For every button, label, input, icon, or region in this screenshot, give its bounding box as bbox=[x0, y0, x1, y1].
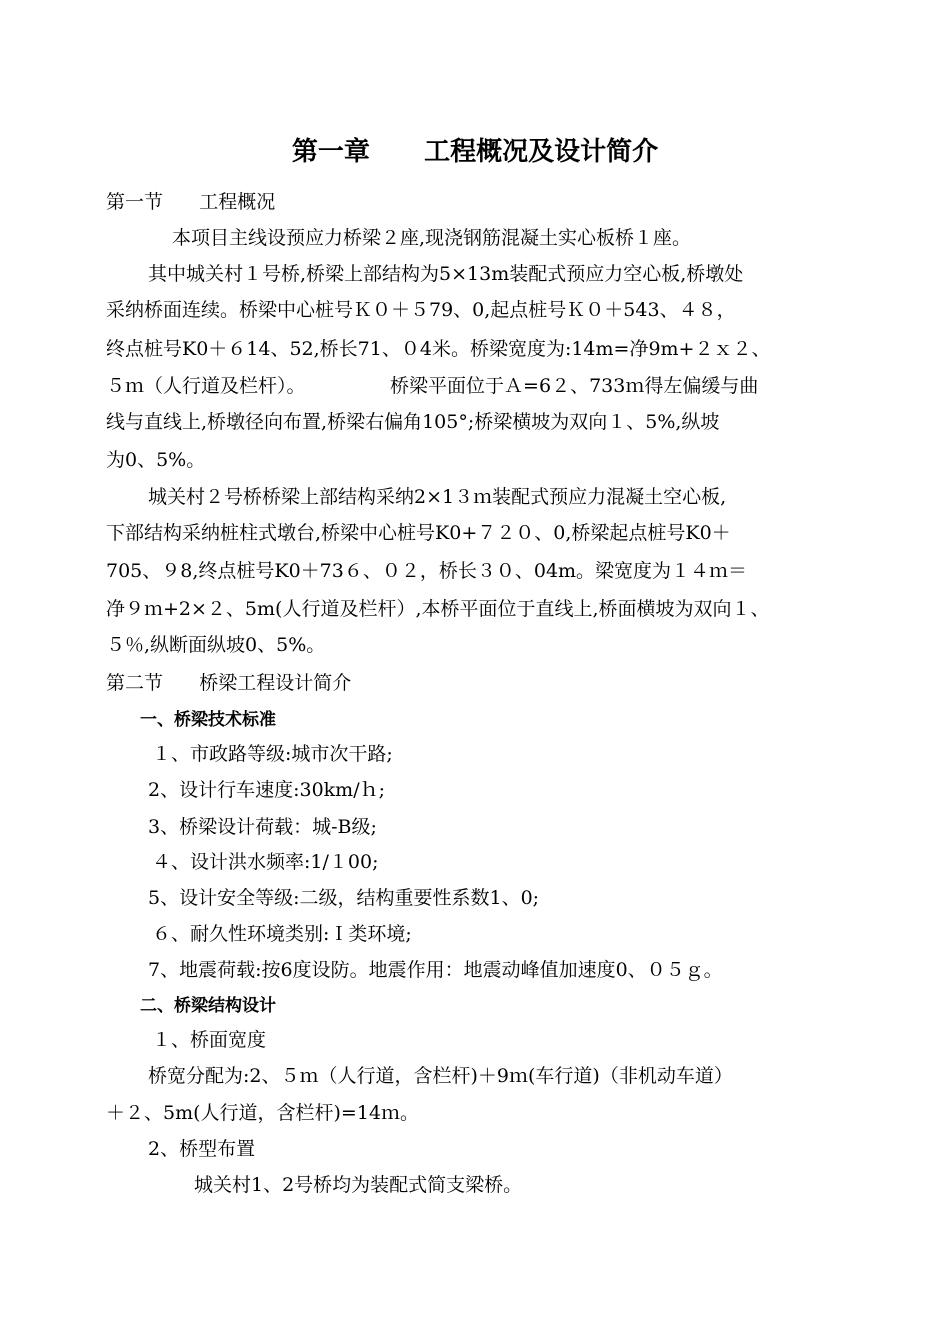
paragraph-line: ５％,纵断面纵坡0、5%。 bbox=[106, 634, 326, 656]
paragraph-line: 采纳桥面连续。桥梁中心桩号Ｋ０＋５79、0,起点桩号Ｋ０＋543、４８， bbox=[106, 299, 736, 321]
section-heading-design: 第二节 桥梁工程设计简介 bbox=[106, 672, 352, 694]
paragraph-line: 终点桩号K0＋６14、52,桥长71、０4米。桥梁宽度为:14m=净9m+２ｘ２、 bbox=[106, 338, 771, 360]
section-heading-overview: 第一节 工程概况 bbox=[106, 191, 276, 213]
list-item: 2、设计行车速度:30km/ｈ; bbox=[148, 779, 385, 801]
list-item: １、市政路等级:城市次干路; bbox=[152, 743, 393, 765]
paragraph-line: 桥宽分配为:2、５ｍ（人行道，含栏杆)＋9ｍ(车行道)（非机动车道） bbox=[148, 1065, 733, 1087]
paragraph-line: ５ｍ（人行道及栏杆）。 桥梁平面位于Ａ=6２、733ｍ得左偏缓与曲 bbox=[106, 375, 759, 397]
subsection-heading-structure: 二、桥梁结构设计 bbox=[140, 996, 276, 1016]
paragraph-line: 净９ｍ+2×２、5m(人行道及栏杆）,本桥平面位于直线上,桥面横坡为双向１、 bbox=[106, 598, 770, 620]
list-item: ６、耐久性环境类别:Ｉ类环境; bbox=[152, 923, 412, 945]
paragraph-line: ＋２、5m(人行道，含栏杆)=14ｍ。 bbox=[106, 1102, 420, 1124]
chapter-title: 第一章 工程概况及设计简介 bbox=[291, 137, 659, 167]
paragraph-line: 线与直线上,桥墩径向布置,桥梁右偏角105°;桥梁横坡为双向１、5%,纵坡 bbox=[106, 411, 720, 433]
paragraph-line: 城关村1、2号桥均为装配式简支梁桥。 bbox=[194, 1174, 523, 1196]
paragraph-line: 城关村２号桥桥梁上部结构采纳2×1３ｍ装配式预应力混凝土空心板, bbox=[148, 486, 727, 508]
paragraph-line: 2、桥型布置 bbox=[148, 1138, 256, 1160]
paragraph-line: 为0、5%。 bbox=[106, 449, 206, 471]
paragraph-line: 本项目主线设预应力桥梁２座,现浇钢筋混凝土实心板桥１座。 bbox=[172, 227, 692, 249]
list-item: ４、设计洪水频率:1/１00; bbox=[152, 851, 379, 873]
list-item: 7、地震荷载:按6度设防。地震作用：地震动峰值加速度0、０５ｇ。 bbox=[148, 959, 723, 981]
list-item: 3、桥梁设计荷载：城-B级; bbox=[148, 816, 377, 838]
paragraph-line: 其中城关村１号桥,桥梁上部结构为5×13m装配式预应力空心板,桥墩处 bbox=[148, 263, 744, 285]
subsection-heading-standards: 一、桥梁技术标准 bbox=[140, 710, 276, 730]
paragraph-line: 705、９8,终点桩号K0＋73６、０２，桥长３０、04m。梁宽度为１４ｍ＝ bbox=[106, 560, 748, 582]
paragraph-line: １、桥面宽度 bbox=[152, 1029, 267, 1051]
paragraph-line: 下部结构采纳桩柱式墩台,桥梁中心桩号K0+７２０、0,桥梁起点桩号K0＋ bbox=[106, 522, 731, 544]
list-item: 5、设计安全等级:二级，结构重要性系数1、0; bbox=[148, 887, 540, 909]
